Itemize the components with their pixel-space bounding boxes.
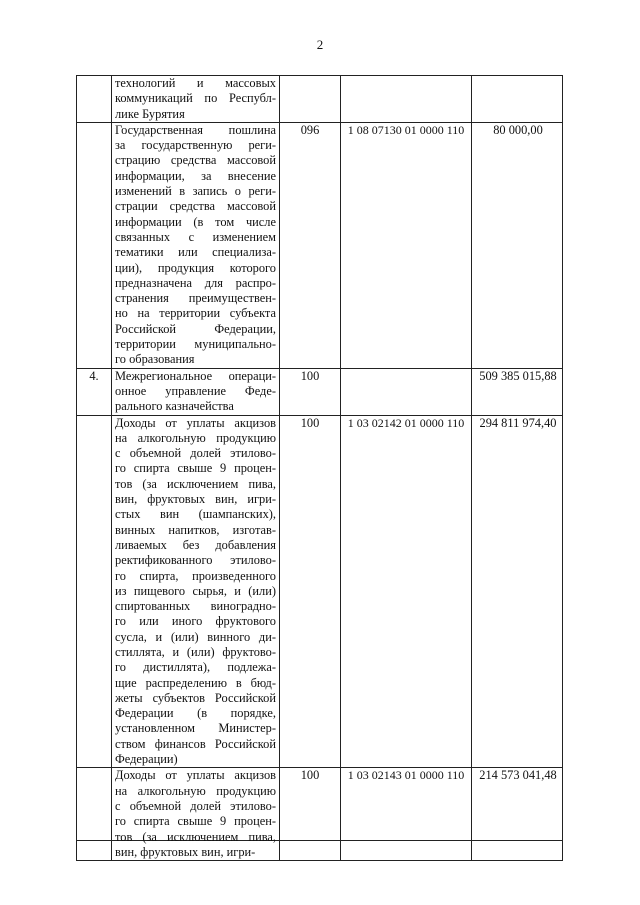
income-name-line: ректификованного этилово- <box>115 553 276 568</box>
income-name-line: предназначена для распро- <box>115 275 276 290</box>
table-row <box>77 76 563 123</box>
income-name-line: связанных с изменением <box>115 229 276 244</box>
income-name-line: рального казначейства <box>115 399 234 414</box>
budget-table-body <box>77 76 563 861</box>
income-name-line: Федерации (в порядке, <box>115 706 276 721</box>
income-name-line: тов (за исключением пива, <box>115 476 276 491</box>
income-name-line: территории муниципально- <box>115 337 276 352</box>
income-name-line: го спирта свыше 9 процен- <box>115 461 276 476</box>
income-name-line: ливаемых без добавления <box>115 537 276 552</box>
amount-cell <box>472 415 563 768</box>
income-name-line: Федерации) <box>115 752 178 767</box>
income-name-line: онное управление Феде- <box>115 383 276 398</box>
income-name-cell <box>112 768 280 861</box>
amount-cell <box>472 368 563 415</box>
income-name-line: с объемной долей этилово- <box>115 798 276 813</box>
income-name-line: стиллята, и (или) фруктово- <box>115 644 276 659</box>
admin-code: 100 <box>300 415 320 430</box>
budget-table <box>76 75 563 861</box>
income-name-line: го дистиллята), подлежа- <box>115 660 276 675</box>
amount: 509 385 015,88 <box>479 368 557 383</box>
income-name-line: тов (за исключением пива, <box>115 829 276 844</box>
admin-code: 100 <box>300 768 320 783</box>
income-name-line: жеты субъектов Российской <box>115 690 276 705</box>
admin-code-cell <box>280 122 341 368</box>
income-name-line: Межрегиональное операци- <box>115 368 276 383</box>
table-row <box>77 368 563 415</box>
row-number-cell <box>77 76 112 123</box>
income-name-line: ством финансов Российской <box>115 736 276 751</box>
income-name-line: за государственную реги- <box>115 138 276 153</box>
budget-code-cell <box>341 122 472 368</box>
income-name-line: щие распределению в бюд- <box>115 675 276 690</box>
income-name-line: спиртованных виноградно- <box>115 599 276 614</box>
admin-code-cell <box>280 76 341 123</box>
income-name-line: на алкогольную продукцию <box>115 430 276 445</box>
income-name-line: страции средства массовой <box>115 199 276 214</box>
table-clip <box>76 75 563 859</box>
income-name-line: странения преимуществен- <box>115 291 276 306</box>
income-name-line: установленном Министер- <box>115 721 276 736</box>
income-name-cell <box>112 76 280 123</box>
admin-code: 100 <box>300 368 320 383</box>
budget-classification-code: 1 03 02143 01 0000 110 <box>347 768 465 783</box>
row-number-cell <box>77 368 112 415</box>
income-name-line: го спирта свыше 9 процен- <box>115 814 276 829</box>
income-name-line: ции), продукция которого <box>115 260 276 275</box>
income-name-line: лике Бурятия <box>115 106 185 121</box>
budget-classification-code: 1 03 02142 01 0000 110 <box>347 415 465 430</box>
income-name-line: стых вин (шампанских), <box>115 507 276 522</box>
admin-code: 096 <box>300 122 320 137</box>
admin-code-cell <box>280 368 341 415</box>
row-number-cell <box>77 122 112 368</box>
income-name-line: вин, фруктовых вин, игри- <box>115 492 276 507</box>
admin-code-cell <box>280 768 341 861</box>
amount: 214 573 041,48 <box>479 768 557 783</box>
income-name-line: Российской Федерации, <box>115 321 276 336</box>
income-name-line: на алкогольную продукцию <box>115 783 276 798</box>
income-name-line: го или иного фруктового <box>115 614 276 629</box>
budget-code-cell <box>341 368 472 415</box>
income-name-cell <box>112 368 280 415</box>
amount: 294 811 974,40 <box>479 415 557 430</box>
table-row <box>77 415 563 768</box>
row-number: 4. <box>89 368 99 383</box>
income-name-cell <box>112 122 280 368</box>
income-name-line: сусла, и (или) винного ди- <box>115 629 276 644</box>
income-name-line: Доходы от уплаты акцизов <box>115 768 276 783</box>
budget-code-cell <box>341 76 472 123</box>
income-name-line: Доходы от уплаты акцизов <box>115 415 276 430</box>
income-name-line: из пищевого сырья, и (или) <box>115 583 276 598</box>
income-name-line: го образования <box>115 352 195 367</box>
income-name-line: коммуникаций по Республ- <box>115 91 276 106</box>
amount-cell <box>472 76 563 123</box>
amount-cell <box>472 122 563 368</box>
income-name-line: тематики или специализа- <box>115 245 276 260</box>
income-name-line: информации, за внесение <box>115 168 276 183</box>
budget-code-cell <box>341 415 472 768</box>
page-number: 2 <box>316 37 324 52</box>
income-name-cell <box>112 415 280 768</box>
income-name-line: страцию средства массовой <box>115 153 276 168</box>
row-number-cell <box>77 415 112 768</box>
income-name-line: винных напитков, изготав- <box>115 522 276 537</box>
budget-code-cell <box>341 768 472 861</box>
income-name-line: с объемной долей этилово- <box>115 446 276 461</box>
income-name-line: но на территории субъекта <box>115 306 276 321</box>
table-row <box>77 122 563 368</box>
income-name-line: го спирта, произведенного <box>115 568 276 583</box>
row-number-cell <box>77 768 112 861</box>
income-name-line: вин, фруктовых вин, игри- <box>115 844 256 859</box>
amount-cell <box>472 768 563 861</box>
table-row <box>77 768 563 861</box>
budget-classification-code: 1 08 07130 01 0000 110 <box>347 122 465 137</box>
amount: 80 000,00 <box>493 122 543 137</box>
income-name-line: технологий и массовых <box>115 76 276 90</box>
admin-code-cell <box>280 415 341 768</box>
income-name-line: Государственная пошлина <box>115 122 276 137</box>
income-name-line: изменений в запись о реги- <box>115 184 276 199</box>
income-name-line: информации (в том числе <box>115 214 276 229</box>
